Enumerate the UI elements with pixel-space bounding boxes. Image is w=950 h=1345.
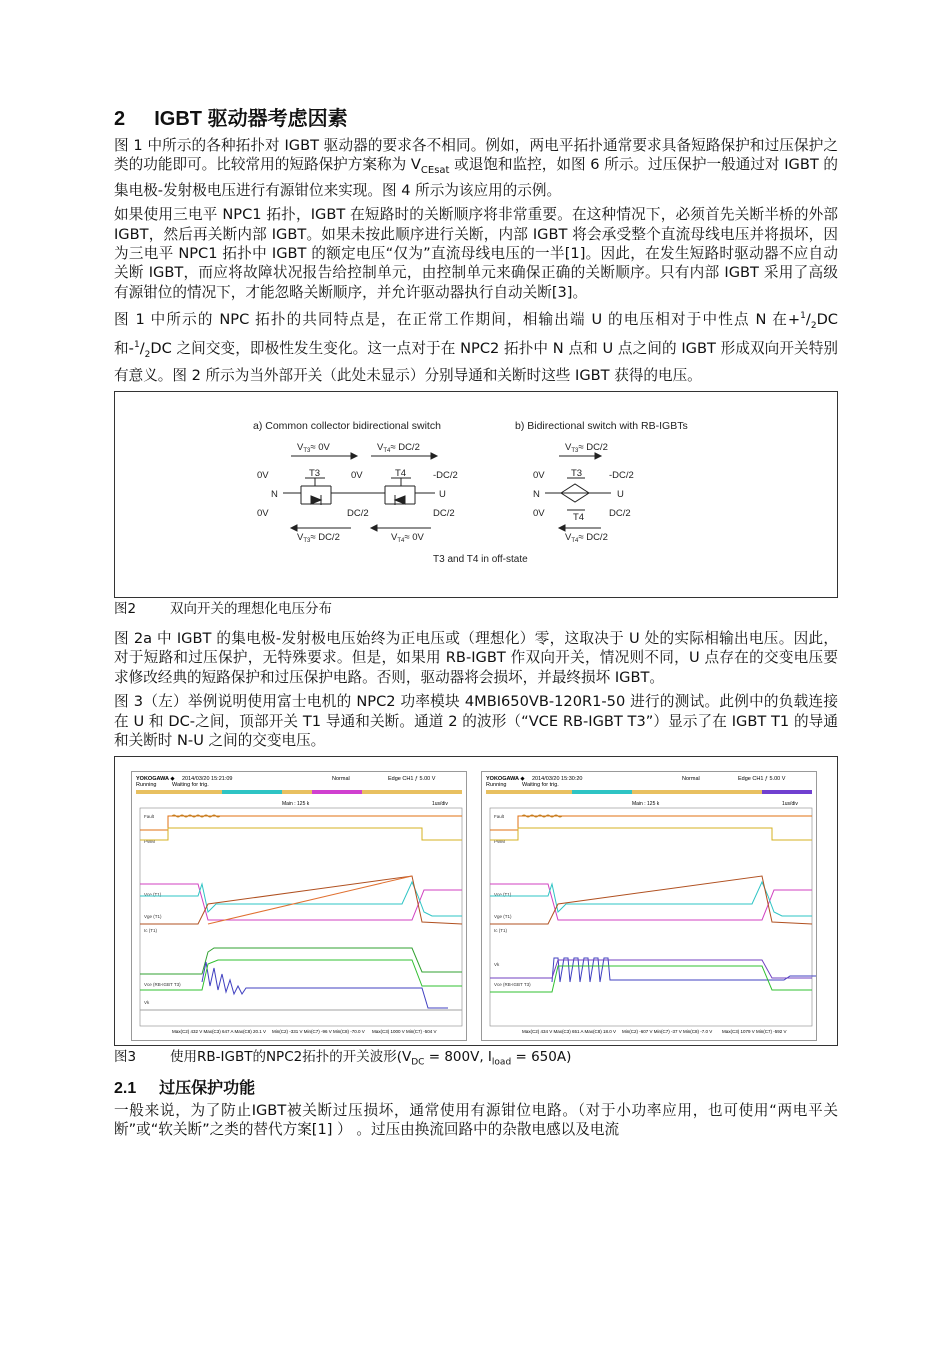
- svg-text:YOKOGAWA ◆: YOKOGAWA ◆: [486, 776, 525, 783]
- figure-2-box: [114, 391, 838, 598]
- svg-text:U: U: [439, 488, 446, 500]
- fig2-title-b: b) Bidirectional switch with RB-IGBTs: [515, 419, 688, 432]
- svg-text:T4: T4: [573, 511, 585, 523]
- svg-text:Ic (T1): Ic (T1): [144, 928, 157, 934]
- svg-text:N: N: [271, 488, 278, 500]
- fig2-bot-b1: $V_{T4}\approx DC/2$: [565, 531, 608, 544]
- svg-text:T4: T4: [395, 467, 407, 479]
- paragraph-2: 如果使用三电平 NPC1 拓扑，IGBT 在短路时的关断顺序将非常重要。在这种情况下，必须首先关断半桥的外部 IGBT，然后再关断内部 IGBT。如果未按此顺序进行关断，内部 IGBT 将会承受整个直流母线电压并将损坏，因为三电平 NPC1 拓扑中 IGBT 的额定电压“仅为”直流母线电压的一半[1]。因此，在发生短路时驱动器不应自动关断 IGBT，而应将故障状况报告给控制单元，由控制单元来确保正确的关断顺序。只有内部 IGBT 采用了高级有源钳位的情况下，才能忽略关断顺序，并允许驱动器执行自动关断[3]。: [114, 206, 838, 301]
- section-heading: [114, 104, 838, 134]
- svg-text:Max(C3) 1000 V Min(C7) -504: Max(C3) 1000 V Min(C7) -504 V: [372, 1029, 437, 1035]
- svg-text:0V: 0V: [533, 469, 545, 481]
- svg-text:Waiting for trig.: Waiting for trig.: [172, 782, 209, 789]
- svg-text:Main : 125 k: Main : 125 k: [632, 801, 660, 808]
- figure-2-caption: 图2 双向开关的理想化电压分布: [114, 600, 332, 617]
- svg-text:Main : 125 k: Main : 125 k: [282, 801, 310, 808]
- svg-text:Min(C2) -331 V Min(C7) -96 V: Min(C2) -331 V Min(C7) -96 V Min(C8) -70.0 V: [272, 1029, 365, 1035]
- svg-text:Waiting for trig.: Waiting for trig.: [522, 782, 559, 789]
- svg-text:PWM: PWM: [144, 839, 155, 845]
- svg-text:Min(C2) -607 V Min(C7) -37 V: Min(C2) -607 V Min(C7) -37 V Min(C8) -7.0 V: [622, 1029, 713, 1035]
- svg-text:Fault: Fault: [494, 814, 505, 820]
- svg-text:Vge (T1): Vge (T1): [494, 914, 512, 920]
- fig2-bot-a2: $V_{T4}\approx 0V$: [391, 531, 424, 544]
- svg-text:Normal: Normal: [332, 776, 350, 783]
- figure-3-box: [114, 756, 838, 1046]
- svg-text:Ic (T1): Ic (T1): [494, 928, 507, 934]
- svg-text:Vge (T1): Vge (T1): [144, 914, 162, 920]
- fig2-top-b1: $V_{T3}\approx DC/2$: [565, 441, 608, 454]
- scope-right-measurements: [522, 1029, 787, 1034]
- scope-left: [131, 771, 467, 1041]
- svg-text:Vce (T1): Vce (T1): [144, 892, 162, 898]
- svg-text:0V: 0V: [257, 469, 269, 481]
- svg-text:T3: T3: [571, 467, 583, 479]
- svg-text:Normal: Normal: [682, 776, 700, 783]
- svg-text:DC/2: DC/2: [609, 507, 631, 519]
- fig2-top-a1: $V_{T3}\approx 0V$: [297, 441, 330, 454]
- scope-left-measurements: [172, 1029, 437, 1034]
- svg-text:Vce (T1): Vce (T1): [494, 892, 512, 898]
- bidirectional-switch-diagram: [115, 392, 837, 595]
- svg-text:DC/2: DC/2: [433, 507, 455, 519]
- svg-text:Edge CH1 ƒ 5.00 V: Edge CH1 ƒ 5.00 V: [738, 776, 786, 783]
- scope-right: [481, 771, 817, 1041]
- paragraph-5: 图 3（左）举例说明使用富士电机的 NPC2 功率模块 4MBI650VB-120R1-50 进行的测试。此例中的负载连接在 U 和 DC-之间，顶部开关 T1 导通和关断。通道 2 的波形（“VCE RB-IGBT T3”）显示了在 IGBT T1 的导通和关断时 N-U 之间的交变电压。: [114, 693, 838, 749]
- svg-text:Fault: Fault: [144, 814, 155, 820]
- svg-text:Max(C2) 434 V Max(C3) 651 A: Max(C2) 434 V Max(C3) 651 A Max(C8) 18.0 V: [522, 1029, 617, 1035]
- svg-text:2014/03/20 15:30:20: 2014/03/20 15:30:20: [532, 776, 583, 783]
- svg-text:2014/03/20 15:21:09: 2014/03/20 15:21:09: [182, 776, 233, 783]
- section-title: IGBT 驱动器考虑因素: [154, 108, 348, 130]
- svg-text:-DC/2: -DC/2: [433, 469, 458, 481]
- svg-text:Edge CH1 ƒ 5.00 V: Edge CH1 ƒ 5.00 V: [388, 776, 436, 783]
- svg-text:Vk: Vk: [144, 1000, 150, 1006]
- svg-text:1us/div: 1us/div: [432, 801, 448, 808]
- svg-text:N: N: [533, 488, 540, 500]
- svg-text:YOKOGAWA ◆: YOKOGAWA ◆: [136, 776, 175, 783]
- paragraph-3: 图 1 中所示的 NPC 拓扑的共同特点是，在正常工作期间，相输出端 U 的电压相对于中性点 N 在$+^1/_2DC$ 和$-^1/_2DC$ 之间交变，即极性发生变化。这一点对于在 NPC2 拓扑中 N 点和 U 点之间的 IGBT 形成双向开关特别有意义。图 2 所示为当外部开关（此处未显示）分别导通和关断时这些 IGBT 获得的电压。: [114, 311, 838, 384]
- svg-text:U: U: [617, 488, 624, 500]
- svg-text:0V: 0V: [257, 507, 269, 519]
- figure-3-caption: 图3 使用RB-IGBT的NPC2拓扑的开关波形($V_{DC} = 800V$, $I_{load} = 650A$): [114, 1049, 572, 1069]
- section-number: 2: [114, 108, 126, 130]
- svg-text:Max(C3) 1079 V Min(C7) -592: Max(C3) 1079 V Min(C7) -592 V: [722, 1029, 787, 1035]
- svg-text:0V: 0V: [351, 469, 363, 481]
- svg-text:PWM: PWM: [494, 839, 505, 845]
- svg-text:Vk: Vk: [494, 962, 500, 968]
- paragraph-4: 图 2a 中 IGBT 的集电极-发射极电压始终为正电压或（理想化）零，这取决于 U 处的实际相输出电压。因此，对于短路和过压保护，无特殊要求。但是，如果用 RB-IGBT 作双向开关，情况则不同，U 点存在的交变电压要求修改经典的短路保护和过压保护电路。否则，驱动器将会损坏，并最终损坏 IGBT。: [114, 629, 838, 686]
- fig2-footer: T3 and T4 in off-state: [433, 553, 528, 565]
- svg-text:1us/div: 1us/div: [782, 801, 798, 808]
- svg-text:Vce (RB-IGBT T3): Vce (RB-IGBT T3): [494, 982, 531, 988]
- paragraph-1: 图 1 中所示的各种拓扑对 IGBT 驱动器的要求各不相同。例如，两电平拓扑通常要求具备短路保护和过压保护之类的功能即可。比较常用的短路保护方案称为 $V_{CEsat}$ 或退饱和监控，如图 6 所示。过压保护一般通过对 IGBT 的集电极-发射极电压进行有源钳位来实现。图 4 所示为该应用的示例。: [114, 137, 839, 199]
- svg-text:DC/2: DC/2: [347, 507, 369, 519]
- svg-text:Max(C2) 432 V Max(C3) 647 A: Max(C2) 432 V Max(C3) 647 A Max(C8) 20.1 V: [172, 1029, 267, 1035]
- subsection-number: 2.1: [114, 1080, 137, 1098]
- subsection-title: 过压保护功能: [159, 1080, 256, 1098]
- svg-text:Running: Running: [486, 782, 507, 789]
- svg-text:Vce (RB-IGBT T3): Vce (RB-IGBT T3): [144, 982, 181, 988]
- page-content: [114, 104, 838, 1145]
- subsection-heading: [114, 1077, 838, 1101]
- svg-text:0V: 0V: [533, 507, 545, 519]
- fig2-title-a: a) Common collector bidirectional switch: [253, 419, 441, 432]
- fig2-top-a2: $V_{T4}\approx DC/2$: [377, 441, 420, 454]
- svg-text:T3: T3: [309, 467, 321, 479]
- paragraph-6: 一般来说，为了防止IGBT被关断过压损坏，通常使用有源钳位电路。（对于小功率应用，也可使用“两电平关断”或“软关断”之类的替代方案[1] ） 。过压由换流回路中的杂散电感以及电流: [114, 1102, 838, 1139]
- svg-text:-DC/2: -DC/2: [609, 469, 634, 481]
- fig2-bot-a1: $V_{T3}\approx DC/2$: [297, 531, 340, 544]
- svg-text:Running: Running: [136, 782, 157, 789]
